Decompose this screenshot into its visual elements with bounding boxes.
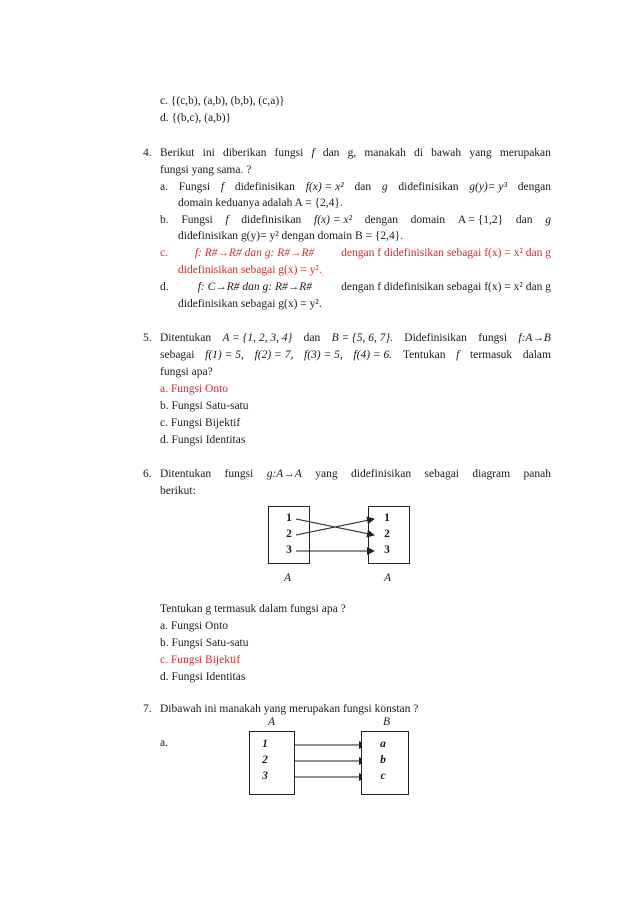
q6-codomain-label: A [384,572,392,584]
q7-option-a-label: a. [160,737,168,749]
q4-option-d-line1: d. f: C→R# dan g: R#→R# dengan f didefinisikan sebagai f(x) = x² dan g [160,281,551,293]
q3-option-c: c. {(c,b), (a,b), (b,b), (c,a)} [160,95,285,107]
q4-option-b-line1: b. Fungsi f didefinisikan f(x) = x² dengan domain A = {1,2} dan g [160,214,551,226]
q3-option-d: d. {(b,c), (a,b)} [160,112,232,124]
q5-option-c: c. Fungsi Bijektif [160,417,241,429]
q7-domain-value-1: 1 [262,738,268,750]
q7-codomain-value-c: c [380,770,386,782]
q4-option-a-line2: domain keduanya adalah A = {2,4}. [178,197,343,209]
q5-stem-line1: Ditentukan A = {1, 2, 3, 4} dan B = {5, 6, 7}. Didefinisikan fungsi f:A→B [160,332,551,344]
q5-option-d: d. Fungsi Identitas [160,434,246,446]
q4-stem-line2: fungsi yang sama. ? [160,164,252,176]
q4-option-c-line1: c. f: R#→R# dan g: R#→R# dengan f didefinisikan sebagai f(x) = x² dan g [160,247,551,259]
q5-number: 5. [143,332,152,344]
q4-option-a-line1: a. Fungsi f didefinisikan f(x) = x² dan g didefinisikan g(y)= y³ dengan [160,181,551,193]
q4-number: 4. [143,147,152,159]
q6-stem-line2: berikut: [160,485,196,497]
q6-option-c: c. Fungsi Bijektif [160,654,241,666]
q4-stem-line1: Berikut ini diberikan fungsi f dan g, manakah di bawah yang merupakan [160,147,551,159]
q4-option-c-line2: didefinisikan sebagai g(x) = y². [178,264,322,276]
q6-domain-value-3: 3 [286,544,292,556]
q6-stem-line1: Ditentukan fungsi g:A→A yang didefinisikan sebagai diagram panah [160,468,551,480]
q4-option-b-line2: didefinisikan g(y)= y² dengan domain B = {2,4}. [178,230,404,242]
q6-question: Tentukan g termasuk dalam fungsi apa ? [160,603,346,615]
q6-option-b: b. Fungsi Satu-satu [160,637,249,649]
q5-stem-line3: fungsi apa? [160,366,213,378]
q5-stem-line2: sebagai f(1) = 5, f(2) = 7, f(3) = 5, f(4) = 6. Tentukan f termasuk dalam [160,349,551,361]
q7-domain-value-2: 2 [262,754,268,766]
q7-domain-box [249,731,295,795]
q5-option-a: a. Fungsi Onto [160,383,229,395]
q6-codomain-value-2: 2 [384,528,390,540]
q6-number: 6. [143,468,152,480]
q7-codomain-value-b: b [380,754,386,766]
q6-codomain-value-1: 1 [384,512,390,524]
q5-option-b: b. Fungsi Satu-satu [160,400,249,412]
q6-option-d: d. Fungsi Identitas [160,671,246,683]
q6-domain-value-1: 1 [286,512,292,524]
q6-codomain-value-3: 3 [384,544,390,556]
q7-codomain-label: B [383,716,391,728]
q7-domain-value-3: 3 [262,770,268,782]
q7-codomain-value-a: a [380,738,386,750]
q7-stem: Dibawah ini manakah yang merupakan fungsi konstan ? [160,703,419,715]
q7-domain-label: A [268,716,276,728]
q6-domain-label: A [284,572,292,584]
q6-option-a: a. Fungsi Onto [160,620,229,632]
q6-domain-value-2: 2 [286,528,292,540]
q4-option-d-line2: didefinisikan sebagai g(x) = y². [178,298,322,310]
q7-number: 7. [143,703,152,715]
